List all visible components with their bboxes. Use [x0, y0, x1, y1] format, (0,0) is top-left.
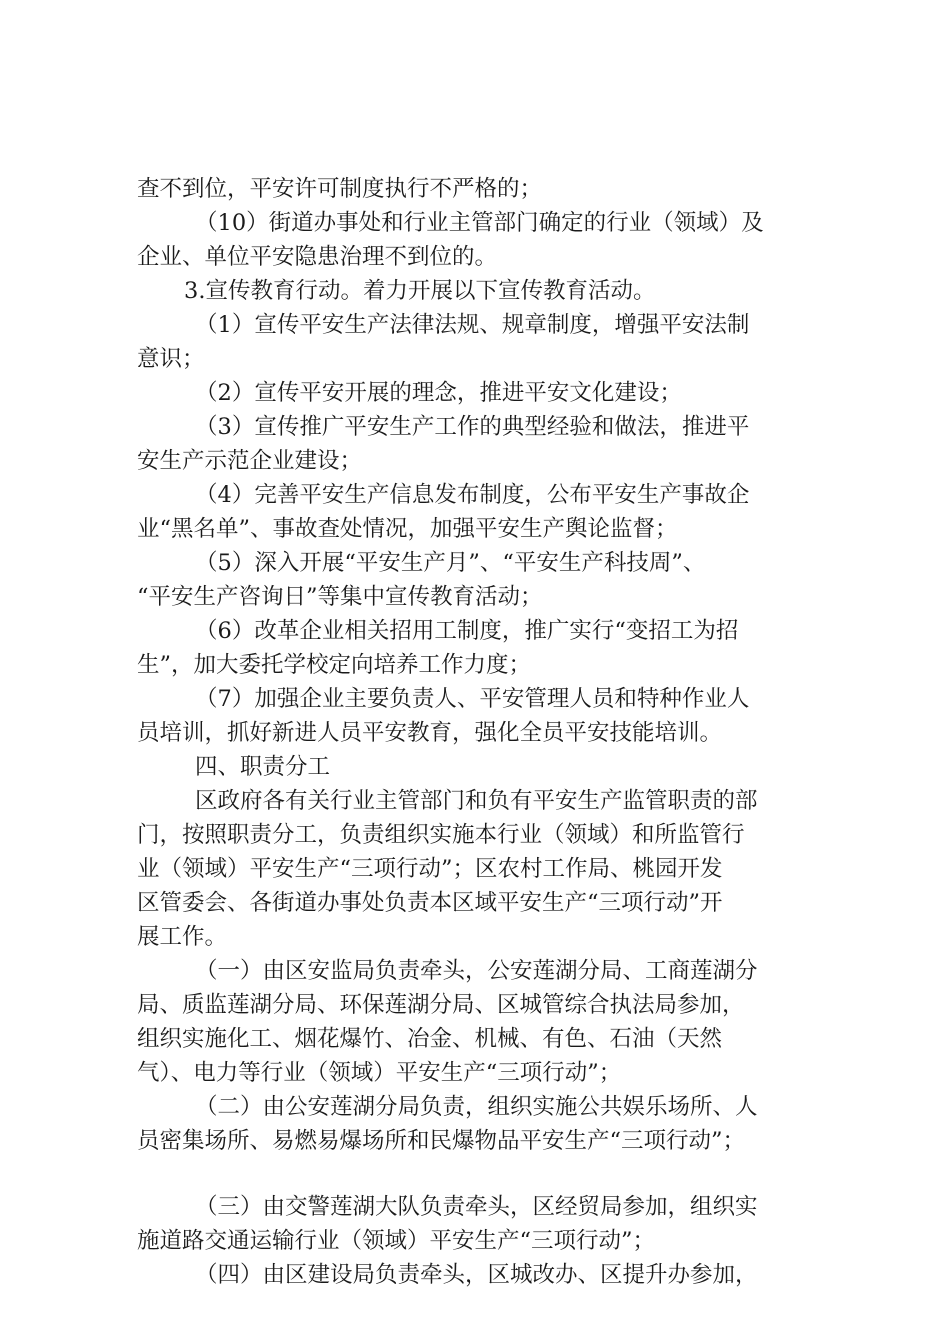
section-heading: 四、职责分工 — [195, 754, 331, 780]
text-line: 安生产示范企业建设； — [137, 448, 363, 474]
text-line: 门，按照职责分工，负责组织实施本行业（领域）和所监管行 — [137, 822, 745, 848]
text-line: 企业、单位平安隐患治理不到位的。 — [137, 244, 498, 270]
text-line: 局、质监莲湖分局、环保莲湖分局、区城管综合执法局参加， — [137, 992, 745, 1018]
text-line: （3）宣传推广平安生产工作的典型经验和做法，推进平 — [195, 414, 750, 440]
text-line: （一）由区安监局负责牵头，公安莲湖分局、工商莲湖分 — [195, 958, 758, 984]
text-line: （6）改革企业相关招用工制度，推广实行“变招工为招 — [195, 618, 739, 644]
text-line: 员培训，抓好新进人员平安教育，强化全员平安技能培训。 — [137, 720, 723, 746]
text-line: 意识； — [137, 346, 205, 372]
text-line: 员密集场所、易燃易爆场所和民爆物品平安生产“三项行动”； — [137, 1128, 746, 1154]
text-line: （10）街道办事处和行业主管部门确定的行业（领域）及 — [195, 210, 764, 236]
text-line: 区管委会、各街道办事处负责本区域平安生产“三项行动”开 — [137, 890, 723, 916]
text-line: （1）宣传平安生产法律法规、规章制度，增强平安法制 — [195, 312, 750, 338]
text-line: （4）完善平安生产信息发布制度，公布平安生产事故企 — [195, 482, 750, 508]
text-line: （2）宣传平安开展的理念，推进平安文化建设； — [195, 380, 682, 406]
text-line: （二）由公安莲湖分局负责，组织实施公共娱乐场所、人 — [195, 1094, 758, 1120]
document-body — [137, 172, 833, 1292]
text-line: （四）由区建设局负责牵头，区城改办、区提升办参加， — [195, 1262, 758, 1288]
text-line: 查不到位，平安许可制度执行不严格的； — [137, 176, 543, 202]
paragraph-gap — [137, 1158, 833, 1190]
text-line: 气）、电力等行业（领域）平安生产“三项行动”； — [137, 1060, 622, 1086]
text-line: “平安生产咨询日”等集中宣传教育活动； — [137, 584, 543, 610]
text-line: 展工作。 — [137, 924, 228, 950]
text-line: 业（领域）平安生产“三项行动”；区农村工作局、桃园开发 — [137, 856, 723, 882]
text-line: （7）加强企业主要负责人、平安管理人员和特种作业人 — [195, 686, 750, 712]
text-line: 组织实施化工、烟花爆竹、冶金、机械、有色、石油（天然 — [137, 1026, 723, 1052]
text-line: 区政府各有关行业主管部门和负有平安生产监管职责的部 — [195, 788, 758, 814]
text-line: 业“黑名单”、事故查处情况，加强平安生产舆论监督； — [137, 516, 678, 542]
text-line: 生”，加大委托学校定向培养工作力度； — [137, 652, 532, 678]
text-line: （5）深入开展“平安生产月”、“平安生产科技周”、 — [195, 550, 706, 576]
section-heading: 3.宣传教育行动。着力开展以下宣传教育活动。 — [184, 278, 656, 304]
text-line: 施道路交通运输行业（领域）平安生产“三项行动”； — [137, 1228, 656, 1254]
text-line: （三）由交警莲湖大队负责牵头，区经贸局参加，组织实 — [195, 1194, 758, 1220]
